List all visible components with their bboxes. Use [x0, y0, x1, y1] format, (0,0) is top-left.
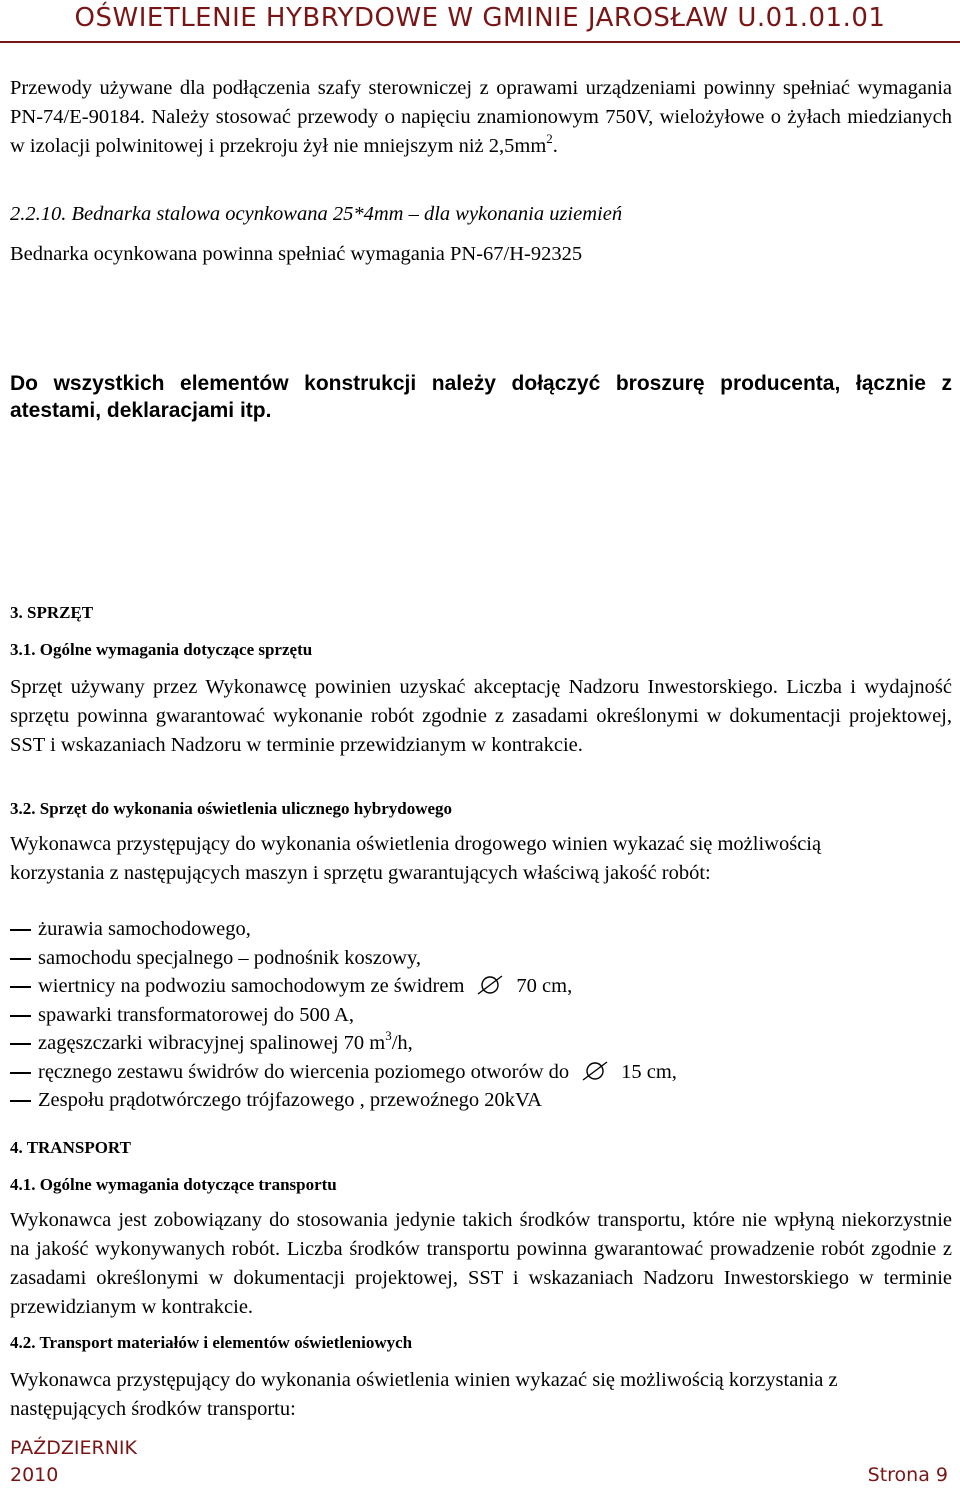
list-item-text: zagęszczarki wibracyjnej spalinowej 70 m [38, 1032, 386, 1054]
diameter-symbol-icon [470, 975, 510, 995]
page-header-title: OŚWIETLENIE HYBRYDOWE W GMINIE JAROSŁAW U.01.01.01 [74, 3, 886, 33]
list-item [10, 1058, 952, 1087]
section-4-1-text: Wykonawca jest zobowiązany do stosowania jedynie takich środków transportu, które nie wpłyną niekorzystnie na jakość wykonywanych robót. Liczba środków transportu powinna gwarantować prowadzenie robót zgodnie z zasadami określonymi w dokumentacji projektowej, SST i wskazaniach Nadzoru Inwestorskiego w terminie przewidzianym w kontrakcie. [10, 1209, 952, 1318]
header-divider [0, 41, 960, 43]
section-3-heading: 3. SPRZĘT [10, 603, 94, 622]
list-item [10, 915, 952, 944]
diameter-symbol-icon [575, 1061, 615, 1081]
list-item-text: Zespołu prądotwórczego trójfazowego , przewoźnego 20kVA [38, 1089, 542, 1111]
superscript: 3 [385, 1028, 392, 1043]
section-3-1-text: Sprzęt używany przez Wykonawcę powinien uzyskać akceptację Nadzoru Inwestorskiego. Liczba i wydajność sprzętu powinna gwarantować wykonanie robót zgodnie z zasadami określonymi w dokumentacji projektowej, SST i wskazaniach Nadzoru w terminie przewidzianym w kontrakcie. [10, 676, 952, 756]
dash-bullet-icon [10, 986, 31, 988]
dash-bullet-icon [10, 1015, 31, 1017]
section-4-2-text: Wykonawca przystępujący do wykonania oświetlenia winien wykazać się możliwością korzystania z następujących środków transportu: [10, 1369, 838, 1420]
section-3-1-heading: 3.1. Ogólne wymagania dotyczące sprzętu [10, 640, 313, 659]
section-2-2-10-text: Bednarka ocynkowana powinna spełniać wymagania PN-67/H-92325 [10, 243, 583, 265]
list-item-text: 15 cm, [621, 1060, 677, 1083]
dash-bullet-icon [10, 958, 31, 960]
list-item-text: wiertnicy na podwoziu samochodowym ze świdrem [38, 975, 465, 997]
dash-bullet-icon [10, 929, 31, 931]
cables-text: Przewody używane dla podłączenia szafy sterowniczej z oprawami urządzeniami powinny spełniać wymagania PN-74/E-90184. Należy stosować przewody o napięciu znamionowym 750V, wielożyłowe o żyłach miedzianych w izolacji polwinitowej i przekroju żył nie mniejszym niż 2,5mm [10, 77, 952, 157]
list-item [10, 1029, 952, 1058]
dash-bullet-icon [10, 1100, 31, 1102]
footer-month: PAŹDZIERNIK [10, 1437, 137, 1459]
section-3-2-text: Wykonawca przystępujący do wykonania oświetlenia drogowego winien wykazać się możliwością korzystania z następujących maszyn i sprzętu gwarantujących właściwą jakość robót: [10, 833, 822, 884]
list-item [10, 1001, 952, 1030]
footer-year: 2010 [10, 1464, 59, 1486]
dash-bullet-icon [10, 1043, 31, 1045]
list-item [10, 972, 952, 1001]
section-4-1-heading: 4.1. Ogólne wymagania dotyczące transportu [10, 1175, 337, 1194]
equipment-list [10, 915, 952, 1115]
section-4-2-heading: 4.2. Transport materiałów i elementów oświetleniowych [10, 1333, 413, 1352]
section-3-2-heading: 3.2. Sprzęt do wykonania oświetlenia ulicznego hybrydowego [10, 799, 453, 818]
list-item-text: samochodu specjalnego – podnośnik koszowy, [38, 946, 421, 969]
list-item-text: 70 cm, [516, 975, 573, 997]
section-2-2-10-heading: 2.2.10. Bednarka stalowa ocynkowana 25*4mm – dla wykonania uziemień [10, 203, 623, 225]
list-item [10, 1086, 952, 1115]
footer-page-number: Strona 9 [867, 1464, 948, 1486]
list-item [10, 944, 952, 973]
brochure-note: Do wszystkich elementów konstrukcji należy dołączyć broszurę producenta, łącznie z atestami, deklaracjami itp. [10, 372, 952, 422]
list-item-text: żurawia samochodowego, [38, 918, 251, 940]
list-item-text: /h, [391, 1032, 413, 1054]
list-item-text: spawarki transformatorowej do 500 A, [38, 1003, 354, 1026]
dash-bullet-icon [10, 1072, 31, 1074]
list-item-text: ręcznego zestawu świdrów do wiercenia poziomego otworów do [38, 1060, 570, 1083]
cables-superscript: 2 [546, 131, 553, 146]
cables-paragraph [10, 74, 952, 161]
cables-end: . [552, 135, 558, 157]
section-4-heading: 4. TRANSPORT [10, 1138, 131, 1157]
